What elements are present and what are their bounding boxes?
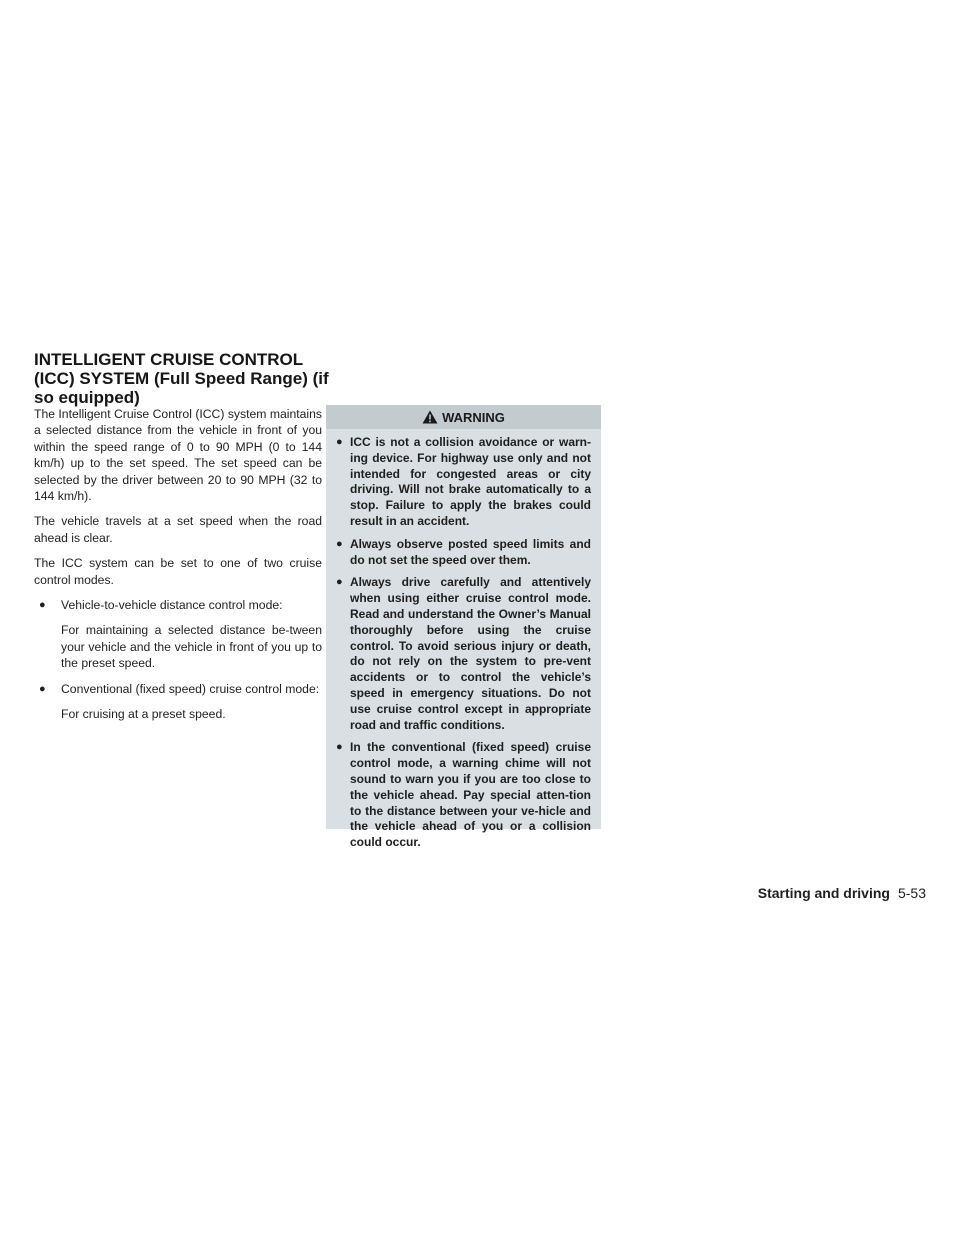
bullet-icon: ● (336, 741, 343, 754)
page-footer (758, 885, 926, 901)
mode-title: Vehicle-to-vehicle distance control mode: (61, 598, 283, 613)
warning-item-text: ICC is not a collision avoidance or warn-ing device. For highway use only and not intended for congested areas or city driving. Will not brake automatically to a stop. Failure to apply the brakes could result in an accident. (350, 435, 591, 528)
section-heading: INTELLIGENT CRUISE CONTROL (ICC) SYSTEM (Full Speed Range) (if so equipped) (34, 350, 329, 407)
modes-intro-paragraph: The ICC system can be set to one of two cruise control modes. (34, 556, 322, 587)
warning-item-text: In the conventional (fixed speed) cruise control mode, a warning chime will not sound to warn you if you are too close to the vehicle ahead. Pay special atten-tion to the distance between your ve-hicle and the vehicle ahead of you or a collision could occur. (350, 740, 591, 850)
bullet-icon: ● (336, 576, 343, 589)
warning-header (326, 405, 601, 429)
warning-item (336, 575, 591, 733)
warning-item-text: Always drive carefully and attentively when using either cruise control mode. Read and understand the Owner’s Manual thoroughly before using the cruise control. To avoid serious injury or death, do not rely on the system to pre-vent accidents or to control the vehicle’s speed in emergency situations. Do not use cruise control except in appropriate road and traffic conditions. (350, 575, 591, 732)
warning-triangle-icon (422, 410, 438, 424)
page-number: 5-53 (897, 885, 926, 901)
mode-title: Conventional (fixed speed) cruise control mode: (61, 681, 320, 696)
warning-list (326, 429, 601, 851)
warning-title: WARNING (442, 409, 505, 425)
bullet-icon: ● (336, 537, 343, 550)
bullet-icon: ● (39, 599, 46, 612)
mode-item (34, 681, 322, 697)
warning-item (336, 740, 591, 851)
bullet-icon: ● (39, 682, 46, 695)
mode-item (34, 597, 322, 613)
bullet-icon: ● (336, 436, 343, 448)
footer-section-title: Starting and driving (757, 885, 890, 901)
intro-paragraph: The Intelligent Cruise Control (ICC) system maintains a selected distance from the vehicle in front of you within the speed range of 0 to 90 MPH (0 to 144 km/h) up to the set speed. The set speed can be selected by the driver between 20 to 90 MPH (32 to 144 km/h). (34, 407, 322, 504)
clear-road-paragraph: The vehicle travels at a set speed when the road ahead is clear. (34, 514, 322, 545)
mode-description: For maintaining a selected distance be-tween your vehicle and the vehicle in front of you up to the preset speed. (61, 623, 322, 671)
warning-item-text: Always observe posted speed limits and do not set the speed over them. (350, 536, 591, 567)
mode-description: For cruising at a preset speed. (61, 707, 226, 722)
warning-box (326, 405, 601, 850)
warning-item (336, 435, 591, 530)
warning-item (336, 537, 591, 569)
body-text (34, 406, 322, 732)
